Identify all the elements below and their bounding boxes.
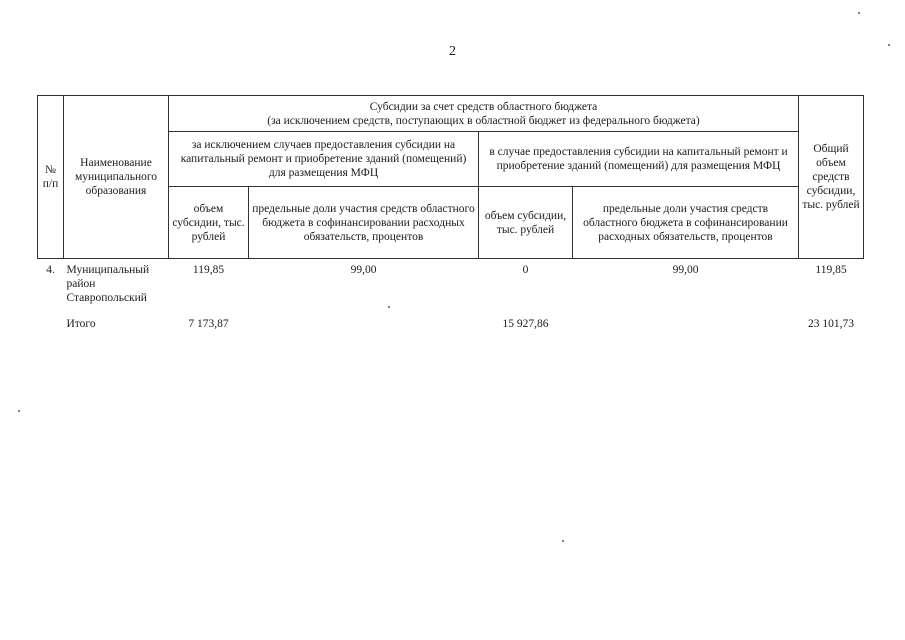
table-row — [38, 259, 864, 308]
scan-speck — [562, 540, 564, 542]
row-share-a: 99,00 — [350, 264, 377, 276]
total-row — [38, 307, 864, 333]
header-sub-b: в случае предоставления субсидии на капитальный ремонт и приобретение зданий (помещений) для размещения МФЦ — [479, 132, 799, 187]
scan-speck — [388, 306, 390, 308]
header-share-b: предельные доли участия средств областного бюджета в софинансировании расходных обязательств, процентов — [573, 187, 799, 259]
row-name: Муниципальный район Ставропольский — [66, 264, 150, 304]
scan-speck — [888, 44, 890, 46]
row-num: 4. — [46, 264, 55, 276]
row-volume-b: 0 — [522, 264, 529, 276]
header-group-subtitle: (за исключением средств, поступающих в областной бюджет из федерального бюджета) — [267, 114, 700, 127]
total-volume-b: 15 927,86 — [502, 318, 549, 330]
header-num: № п/п — [38, 96, 64, 259]
header-share-a: предельные доли участия средств областного бюджета в софинансировании расходных обязательств, процентов — [249, 187, 479, 259]
total-label: Итого — [66, 318, 96, 330]
header-name: Наименование муниципального образования — [64, 96, 169, 259]
total-sum: 23 101,73 — [808, 318, 854, 330]
header-sub-a: за исключением случаев предоставления субсидии на капитальный ремонт и приобретение зданий (помещений) для размещения МФЦ — [169, 132, 479, 187]
header-group — [169, 96, 799, 132]
scan-speck — [858, 12, 860, 14]
header-total: Общий объем средств субсидии, тыс. рублей — [799, 96, 864, 259]
page-number: 2 — [449, 44, 456, 59]
header-volume-a: объем субсидии, тыс. рублей — [169, 187, 249, 259]
subsidy-table — [37, 95, 864, 333]
header-group-title: Субсидии за счет средств областного бюджета — [369, 100, 598, 113]
total-volume-a: 7 173,87 — [188, 318, 229, 330]
row-volume-a: 119,85 — [192, 264, 225, 276]
header-volume-b: объем субсидии, тыс. рублей — [479, 187, 573, 259]
row-share-b: 99,00 — [672, 264, 699, 276]
scan-speck — [18, 410, 20, 412]
row-total: 119,85 — [815, 264, 847, 276]
